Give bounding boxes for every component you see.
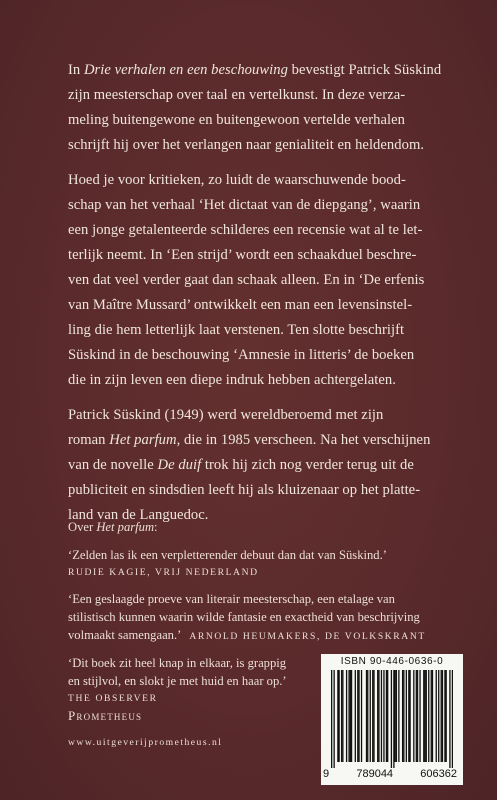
text-run: zijn meesterschap over taal en vertelkunst. In deze verza- bbox=[68, 87, 406, 103]
barcode-bar bbox=[408, 670, 409, 762]
review-quote bbox=[68, 546, 468, 582]
barcode-bar bbox=[373, 670, 374, 762]
barcode-digit-group: 606362 bbox=[420, 768, 457, 780]
text-line bbox=[68, 343, 460, 368]
barcode-bar bbox=[361, 670, 362, 762]
barcode bbox=[331, 670, 453, 768]
text-run: van de novelle bbox=[68, 457, 158, 473]
text-line bbox=[68, 368, 460, 393]
text-run: land van de Languedoc. bbox=[68, 507, 209, 523]
quote-line bbox=[68, 626, 468, 646]
text-line bbox=[68, 478, 460, 503]
text-run: trok hij zich nog verder terug uit de bbox=[201, 457, 414, 473]
review-source: RUDIE KAGIE, VRIJ NEDERLAND bbox=[68, 567, 259, 578]
text-run: een jonge getalenteerde schilderes een recensie wat al te let- bbox=[68, 222, 423, 238]
quote-text: ‘Zelden las ik een verpletterender debuut dan dat van Süskind.’ bbox=[68, 548, 387, 562]
review-source: ARNOLD HEUMAKERS, DE VOLKSKRANT bbox=[189, 631, 426, 642]
quote-text: en stijlvol, en slokt je met huid en haar op.’ bbox=[68, 674, 287, 688]
barcode-bar bbox=[441, 670, 442, 762]
barcode-bar bbox=[419, 670, 420, 762]
text-run: schrijft hij over het verlangen naar genialiteit en heldendom. bbox=[68, 137, 425, 153]
barcode-bar bbox=[358, 670, 359, 762]
text-line bbox=[68, 243, 460, 268]
barcode-digit-group: 9 bbox=[323, 768, 330, 780]
barcode-bar bbox=[350, 670, 351, 762]
barcode-bar bbox=[416, 670, 417, 762]
text-run: bevestigt Patrick Süskind bbox=[287, 62, 442, 78]
barcode-bar bbox=[402, 670, 403, 762]
barcode-bar bbox=[391, 670, 392, 768]
barcode-bar bbox=[370, 670, 371, 762]
barcode-bar bbox=[386, 670, 387, 762]
barcode-bar bbox=[426, 670, 427, 762]
text-line bbox=[68, 268, 460, 293]
barcode-bar bbox=[432, 670, 433, 762]
blurb-text bbox=[68, 58, 460, 538]
text-run: van Maître Mussard’ ontwikkelt een man een levensinstel- bbox=[68, 297, 413, 313]
blurb-paragraph bbox=[68, 403, 460, 528]
barcode-bar bbox=[337, 670, 338, 762]
title-italic: Het parfum bbox=[96, 520, 155, 534]
barcode-digits bbox=[321, 768, 463, 780]
text-line bbox=[68, 403, 460, 428]
text-run: die in zijn leven een diepe indruk hebben achtergelaten. bbox=[68, 372, 396, 388]
text-run: ling die hem letterlijk laat verstenen. Ten slotte beschrijft bbox=[68, 322, 405, 338]
text-line bbox=[68, 293, 460, 318]
text-line bbox=[68, 58, 460, 83]
barcode-bar bbox=[449, 670, 450, 768]
title-italic: Drie verhalen en een beschouwing bbox=[83, 62, 288, 78]
quote-line bbox=[68, 608, 468, 626]
review-quote bbox=[68, 590, 468, 646]
isbn-barcode-label bbox=[321, 654, 463, 785]
isbn-number: ISBN 90-446-0636-0 bbox=[340, 656, 444, 667]
barcode-bar bbox=[355, 670, 356, 762]
barcode-bar bbox=[393, 670, 394, 768]
text-line bbox=[68, 428, 460, 453]
text-run: roman bbox=[68, 432, 110, 448]
barcode-bar bbox=[403, 670, 404, 762]
barcode-bar bbox=[428, 670, 429, 762]
barcode-bar bbox=[424, 670, 425, 762]
text-line bbox=[68, 168, 460, 193]
barcode-bar bbox=[436, 670, 437, 762]
text-line bbox=[68, 83, 460, 108]
barcode-bar bbox=[351, 670, 352, 762]
publisher-logo: Prometheus bbox=[68, 708, 143, 723]
text-run: Süskind in de beschouwing ‘Amnesie in litteris’ de boeken bbox=[68, 347, 415, 363]
quote-text: stilistisch kunnen waarin wilde fantasie en exactheid van beschrijving bbox=[68, 610, 420, 624]
barcode-bar bbox=[342, 670, 343, 762]
blurb-paragraph bbox=[68, 168, 460, 393]
barcode-bar bbox=[398, 670, 399, 762]
barcode-bar bbox=[387, 670, 388, 762]
barcode-bar bbox=[417, 670, 418, 762]
barcode-bar bbox=[446, 670, 447, 762]
barcode-bar bbox=[366, 670, 367, 762]
publisher-website: www.uitgeverijprometheus.nl bbox=[68, 737, 223, 748]
barcode-bar bbox=[442, 670, 443, 762]
barcode-bar bbox=[377, 670, 378, 762]
barcode-bar bbox=[338, 670, 339, 762]
text-run: Hoed je voor kritieken, zo luidt de waarschuwende bood- bbox=[68, 172, 406, 188]
barcode-bar bbox=[381, 670, 382, 762]
text-run: schap van het verhaal ‘Het dictaat van de diepgang’, waarin bbox=[68, 197, 421, 213]
text-line bbox=[68, 218, 460, 243]
barcode-bar bbox=[406, 670, 407, 762]
barcode-bar bbox=[396, 670, 397, 762]
barcode-bar bbox=[394, 670, 395, 762]
text-run: meling buitengewone en buitengewoon vertelde verhalen bbox=[68, 112, 405, 128]
barcode-bar bbox=[438, 670, 439, 762]
barcode-bar bbox=[444, 670, 445, 762]
barcode-bar bbox=[333, 670, 334, 768]
text-line bbox=[68, 453, 460, 478]
barcode-bar bbox=[431, 670, 432, 762]
text-run: publiciteit en sindsdien leeft hij als kluizenaar op het platte- bbox=[68, 482, 421, 498]
text-run: In bbox=[68, 62, 84, 78]
barcode-bar bbox=[413, 670, 414, 762]
text-line bbox=[68, 193, 460, 218]
barcode-bar bbox=[452, 670, 453, 768]
barcode-bar bbox=[341, 670, 342, 762]
barcode-digit-group: 789044 bbox=[356, 768, 394, 780]
reviews-header bbox=[68, 518, 468, 536]
text-run: Over bbox=[68, 520, 97, 534]
text-run: ven dat veel verder gaat dan schaak alleen. En in ‘De erfenis bbox=[68, 272, 425, 288]
title-italic: Het parfum bbox=[109, 432, 177, 448]
quote-line bbox=[68, 546, 468, 564]
review-source: THE OBSERVER bbox=[68, 693, 158, 704]
blurb-paragraph bbox=[68, 58, 460, 158]
barcode-bar bbox=[367, 670, 368, 762]
text-line bbox=[68, 108, 460, 133]
quote-line bbox=[68, 590, 468, 608]
text-run: : bbox=[154, 520, 158, 534]
barcode-bar bbox=[372, 670, 373, 762]
title-italic: De duif bbox=[157, 457, 202, 473]
barcode-bar bbox=[378, 670, 379, 762]
barcode-bar bbox=[331, 670, 332, 768]
text-run: terlijk neemt. In ‘Een strijd’ wordt een schaakduel beschre- bbox=[68, 247, 417, 263]
quote-text: ‘Een geslaagde proeve van literair meesterschap, een etalage van bbox=[68, 592, 395, 606]
barcode-bar bbox=[383, 670, 384, 762]
text-line bbox=[68, 133, 460, 158]
text-run: Patrick Süskind (1949) werd wereldberoemd met zijn bbox=[68, 407, 384, 423]
barcode-bar bbox=[348, 670, 349, 762]
quote-text: volmaakt samengaan.’ bbox=[68, 628, 182, 642]
barcode-bar bbox=[409, 670, 410, 762]
barcode-bar bbox=[357, 670, 358, 762]
text-line bbox=[68, 318, 460, 343]
quote-text: ‘Dit boek zit heel knap in elkaar, is grappig bbox=[68, 656, 287, 670]
barcode-bar bbox=[423, 670, 424, 762]
text-run: , die in 1985 verscheen. Na het verschijnen bbox=[176, 432, 431, 448]
barcode-bar bbox=[346, 670, 347, 762]
